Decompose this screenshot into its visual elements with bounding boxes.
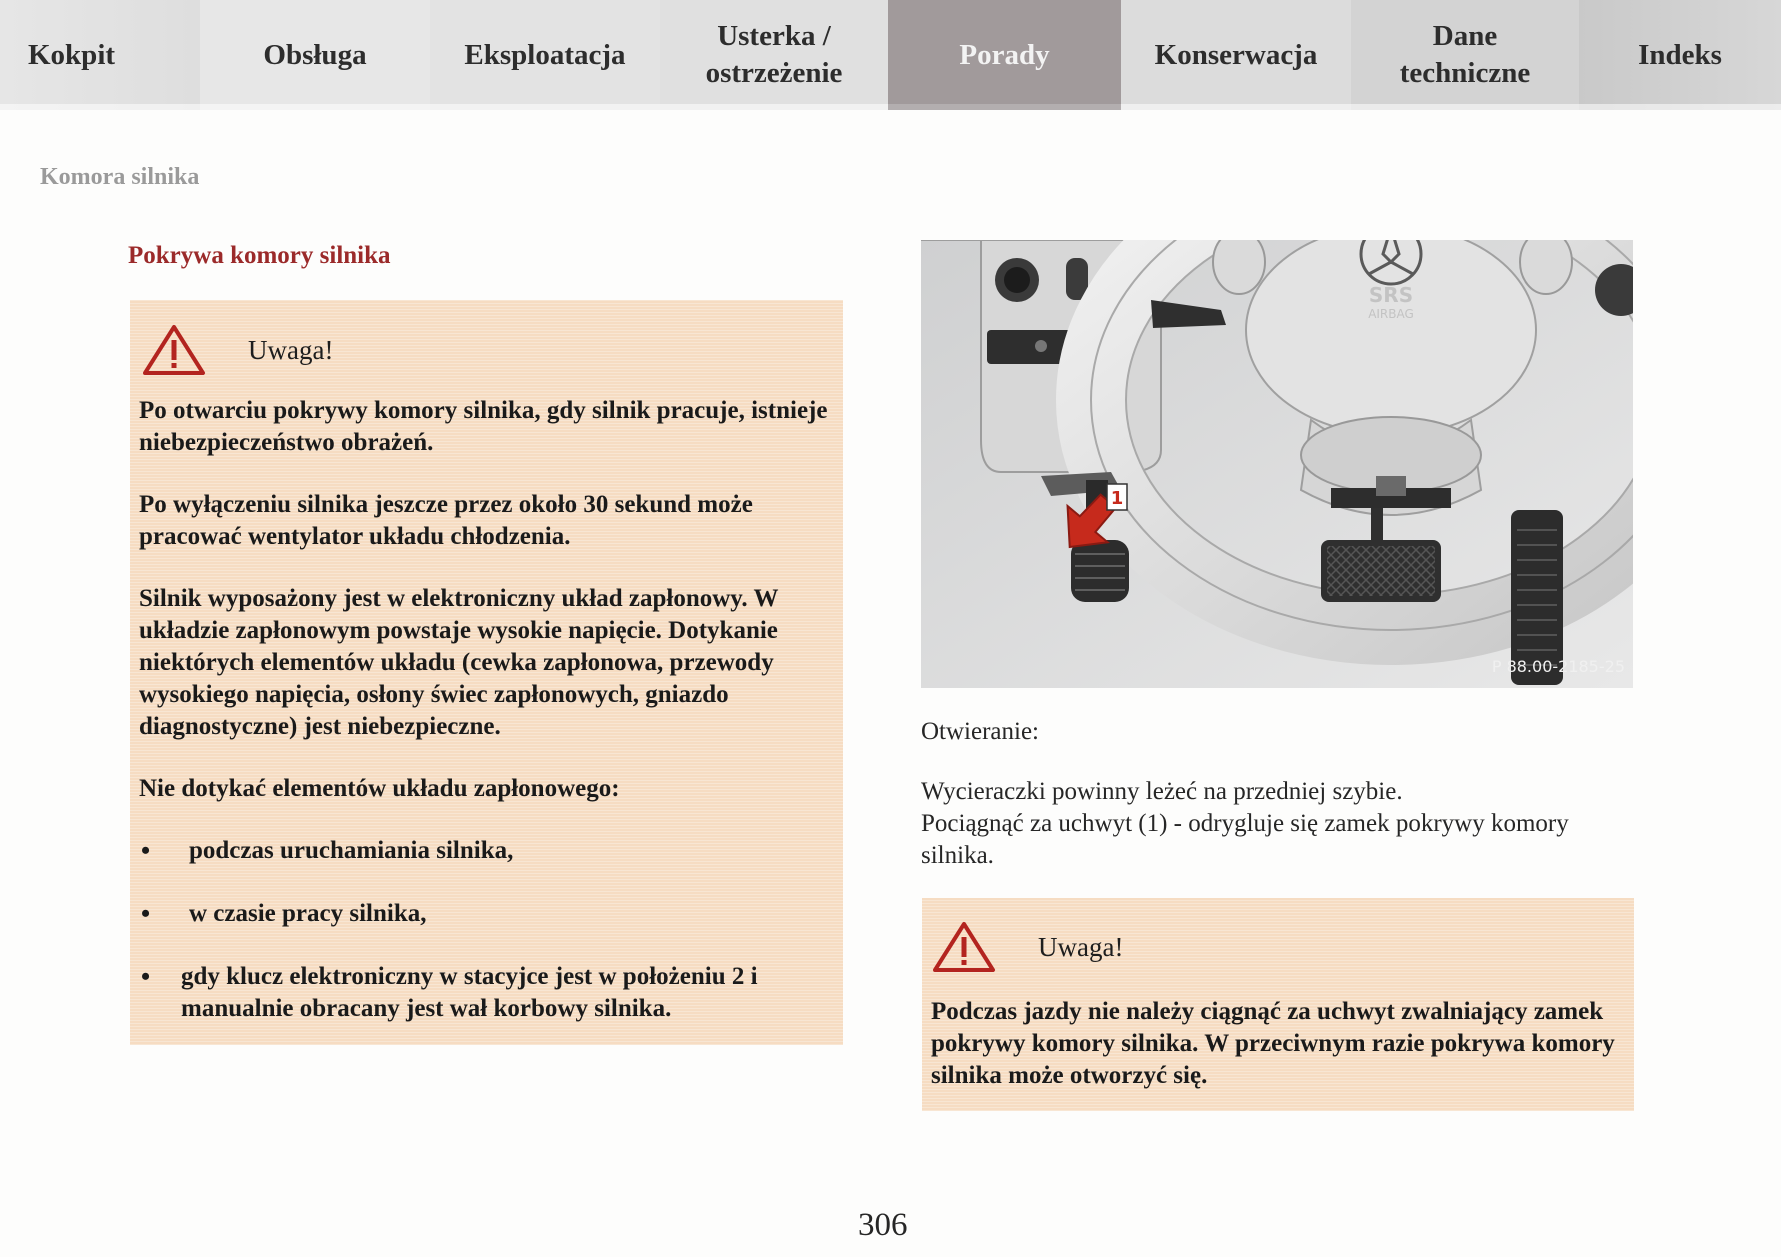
warning-body	[931, 996, 1624, 1122]
tab-porady[interactable]	[888, 0, 1121, 110]
warning-triangle-icon	[142, 324, 206, 376]
warning-paragraph: Po otwarciu pokrywy komory silnika, gdy silnik pracuje, istnieje niebezpieczeństwo obrażeń.	[139, 397, 828, 456]
procedure-line: Wycieraczki powinny leżeć na przedniej szybie.	[921, 778, 1403, 805]
list-item: • gdy klucz elektroniczny w stacyjce jest w położeniu 2 i manualnie obracany jest wał korbowy silnika.	[139, 961, 833, 1025]
dashboard-drawing	[921, 240, 1633, 688]
tab-dane-techniczne[interactable]	[1351, 0, 1579, 110]
warning-triangle-icon	[932, 921, 996, 973]
tab-indeks[interactable]	[1579, 0, 1781, 110]
warning-title: Uwaga!	[1038, 932, 1124, 962]
tab-konserwacja[interactable]	[1121, 0, 1351, 110]
warning-title: Uwaga!	[248, 335, 334, 365]
warning-paragraph: Nie dotykać elementów układu zapłonowego:	[139, 775, 620, 802]
procedure-description	[921, 776, 1636, 872]
tab-obsluga[interactable]	[200, 0, 430, 110]
tab-label: Indeks	[1638, 38, 1722, 71]
page-number: 306	[858, 1207, 908, 1243]
tab-label: Usterka / ostrzeżenie	[705, 20, 843, 89]
tab-usterka-ostrzezenie[interactable]	[660, 0, 888, 110]
tab-eksploatacja[interactable]	[430, 0, 660, 110]
procedure-line: Pociągnąć za uchwyt (1) - odrygluje się zamek pokrywy komory silnika.	[921, 810, 1569, 869]
warning-paragraph: Po wyłączeniu silnika jeszcze przez około 30 sekund może pracować wentylator układu chłodzenia.	[139, 491, 753, 550]
tab-label: Kokpit	[28, 38, 116, 71]
list-item: • podczas uruchamiania silnika,	[139, 835, 833, 867]
airbag-label: SRS	[1368, 283, 1414, 307]
section-label: Komora silnika	[40, 164, 200, 190]
steering-wheel-illustration	[921, 240, 1633, 688]
tab-kokpit[interactable]	[0, 0, 200, 110]
illustration-code: P 88.00-2185-25	[1491, 657, 1625, 676]
airbag-sublabel: AIRBAG	[1368, 307, 1414, 321]
tab-label: Eksploatacja	[464, 38, 626, 71]
tab-label: Konserwacja	[1154, 38, 1318, 71]
warning-header	[932, 921, 1123, 973]
warning-box-driving	[922, 898, 1634, 1111]
chapter-nav	[0, 0, 1781, 110]
procedure-caption: Otwieranie:	[921, 718, 1040, 745]
list-item: • w czasie pracy silnika,	[139, 898, 833, 930]
tab-label: Obsługa	[263, 38, 367, 71]
page-subtitle: Pokrywa komory silnika	[128, 242, 391, 269]
tab-label: Dane techniczne	[1399, 20, 1531, 89]
warning-box-ignition	[130, 300, 843, 1045]
warning-header	[142, 324, 333, 376]
callout-number: 1	[1110, 488, 1124, 509]
warning-paragraph: Silnik wyposażony jest w elektroniczny układ zapłonowy. W układzie zapłonowym powstaje wysokie napięcie. Dotykanie niektórych elementów układu (cewka zapłonowa, przewody wysokiego napięcia, osłony świec zapłonowych, gniazdo diagnostyczne) jest niebezpieczne.	[139, 585, 779, 740]
warning-body	[139, 395, 833, 1056]
warning-paragraph: Podczas jazdy nie należy ciągnąć za uchwyt zwalniający zamek pokrywy komory silnika. W przeciwnym razie pokrywa komory silnika może otworzyć się.	[931, 998, 1615, 1089]
tab-label: Porady	[959, 38, 1050, 71]
